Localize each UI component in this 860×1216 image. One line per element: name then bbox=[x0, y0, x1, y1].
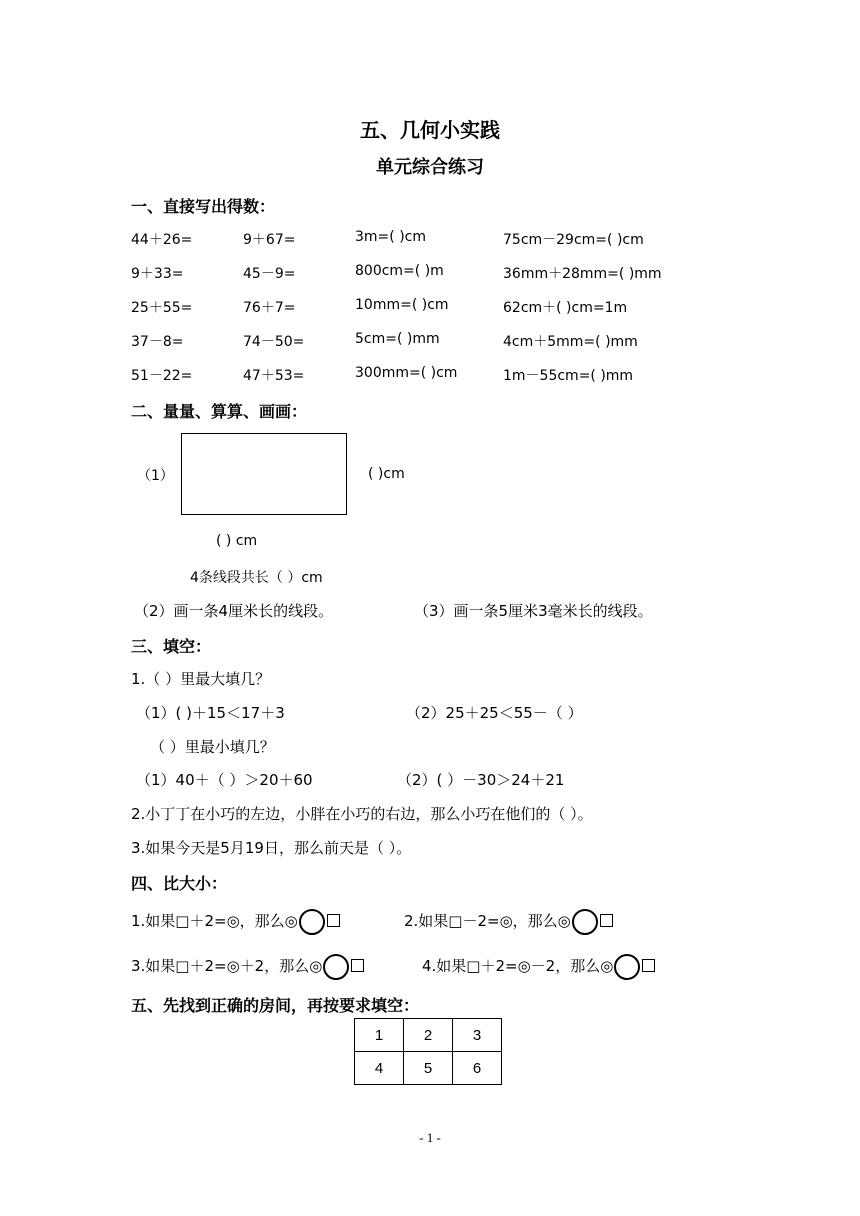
fill-q1-d: （2）( ）－30＞24＋21 bbox=[397, 771, 565, 789]
room-cell: 6 bbox=[453, 1052, 502, 1085]
section2-heading: 二、量量、算算、画画： bbox=[131, 402, 308, 421]
compare-q2-text: 2.如果□－2=◎，那么◎ bbox=[404, 912, 571, 930]
square-symbol bbox=[642, 959, 655, 972]
arith-cell: 75cm－29cm=( )cm bbox=[503, 232, 644, 248]
arith-cell: 36mm＋28mm=( )mm bbox=[503, 266, 662, 282]
fill-q1-c: （1）40＋（ ）＞20＋60 bbox=[136, 771, 313, 789]
section4-heading: 四、比大小： bbox=[131, 874, 228, 893]
room-cell: 4 bbox=[355, 1052, 404, 1085]
total-length-blank: 4条线段共长（ ）cm bbox=[190, 570, 323, 586]
side-length-blank: ( )cm bbox=[368, 466, 405, 482]
page-number: - 1 - bbox=[419, 1130, 441, 1145]
arith-cell: 9＋67= bbox=[243, 232, 296, 248]
arith-cell: 10mm=( )cm bbox=[355, 297, 449, 313]
arith-cell: 47＋53= bbox=[243, 368, 305, 384]
fill-q3: 3.如果今天是5月19日，那么前天是（ ）。 bbox=[131, 839, 412, 857]
arith-cell: 45－9= bbox=[243, 266, 296, 282]
arith-cell: 44＋26= bbox=[131, 232, 193, 248]
compare-circle-blank bbox=[323, 954, 349, 980]
arith-cell: 1m－55cm=( )mm bbox=[503, 368, 634, 384]
arith-cell: 9＋33= bbox=[131, 266, 184, 282]
measure-rectangle bbox=[181, 433, 347, 515]
page-subtitle: 单元综合练习 bbox=[376, 157, 484, 178]
compare-q4 bbox=[422, 954, 656, 980]
draw-task-2: （2）画一条4厘米长的线段。 bbox=[134, 602, 334, 620]
compare-circle-blank bbox=[299, 909, 325, 935]
compare-q3-text: 3.如果□＋2=◎＋2，那么◎ bbox=[131, 957, 323, 975]
compare-q3 bbox=[131, 954, 365, 980]
room-cell: 1 bbox=[355, 1019, 404, 1052]
room-cell: 3 bbox=[453, 1019, 502, 1052]
compare-q1-text: 1.如果□＋2=◎，那么◎ bbox=[131, 912, 298, 930]
bottom-length-blank: ( ) cm bbox=[216, 533, 258, 549]
fill-q2: 2.小丁丁在小巧的左边，小胖在小巧的右边，那么小巧在他们的（ ）。 bbox=[131, 805, 593, 823]
square-symbol bbox=[327, 914, 340, 927]
arith-cell: 300mm=( )cm bbox=[355, 365, 458, 381]
arith-cell: 76＋7= bbox=[243, 300, 296, 316]
arith-cell: 3m=( )cm bbox=[355, 229, 426, 245]
arith-cell: 800cm=( )m bbox=[355, 263, 444, 279]
section1-heading: 一、直接写出得数： bbox=[131, 197, 276, 216]
room-cell: 2 bbox=[404, 1019, 453, 1052]
arith-cell: 5cm=( )mm bbox=[355, 331, 440, 347]
compare-q4-text: 4.如果□＋2=◎－2，那么◎ bbox=[422, 957, 614, 975]
fill-q1-b: （2）25＋25＜55－（ ） bbox=[406, 704, 583, 722]
section5-heading: 五、先找到正确的房间，再按要求填空： bbox=[131, 996, 420, 1015]
section3-heading: 三、填空： bbox=[131, 637, 212, 656]
fill-q1: 1.（ ）里最大填几？ bbox=[131, 670, 271, 688]
arith-cell: 4cm＋5mm=( )mm bbox=[503, 334, 638, 350]
page-title: 五、几何小实践 bbox=[360, 118, 500, 142]
item1-label: （1） bbox=[137, 468, 174, 484]
arith-cell: 62cm＋( )cm=1m bbox=[503, 300, 628, 316]
draw-task-3: （3）画一条5厘米3毫米长的线段。 bbox=[414, 602, 653, 620]
compare-circle-blank bbox=[572, 909, 598, 935]
square-symbol bbox=[351, 959, 364, 972]
arith-cell: 74－50= bbox=[243, 334, 305, 350]
arith-cell: 25＋55= bbox=[131, 300, 193, 316]
room-grid bbox=[354, 1018, 502, 1085]
arith-cell: 51－22= bbox=[131, 368, 193, 384]
arith-cell: 37－8= bbox=[131, 334, 184, 350]
compare-q1 bbox=[131, 909, 341, 935]
fill-q1-a: （1）( )＋15＜17＋3 bbox=[136, 704, 285, 722]
compare-circle-blank bbox=[614, 954, 640, 980]
compare-q2 bbox=[404, 909, 614, 935]
square-symbol bbox=[600, 914, 613, 927]
room-cell: 5 bbox=[404, 1052, 453, 1085]
fill-q1-min: （ ）里最小填几？ bbox=[150, 738, 275, 756]
